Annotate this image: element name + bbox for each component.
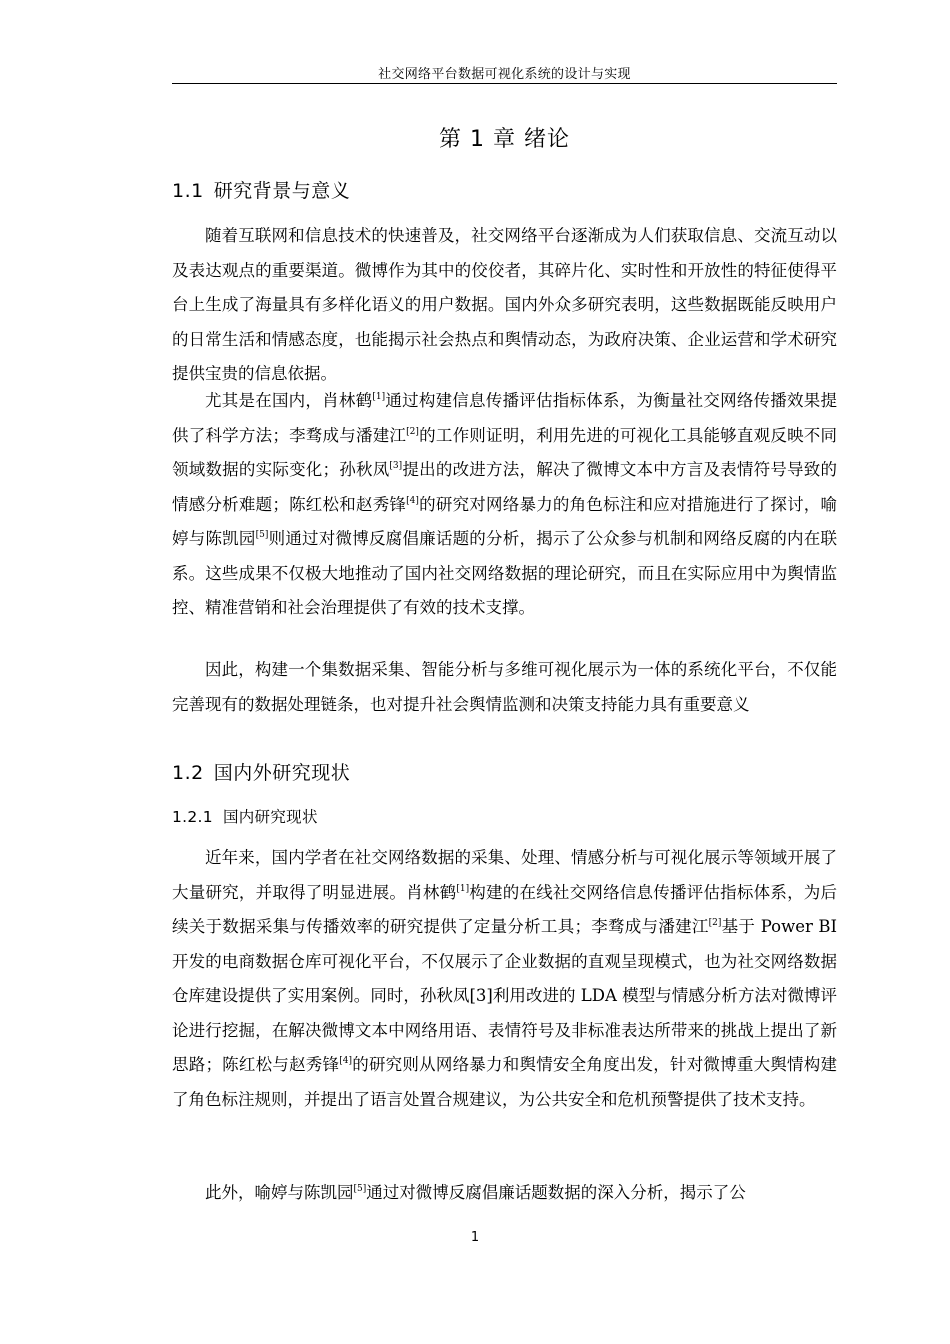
citation-ref: [5] <box>255 530 269 540</box>
text-run: 此外，喻婷与陈凯园 <box>205 1183 354 1202</box>
section-title: 研究背景与意义 <box>213 180 351 202</box>
section-number: 1.2 <box>172 762 204 784</box>
citation-ref: [4] <box>406 495 419 506</box>
text-run: 的研究对网络暴力的角色标注和应对措施进行了探讨，喻婷与陈凯园 <box>172 494 838 548</box>
citation-ref: [2] <box>708 918 722 928</box>
paragraph <box>172 841 837 1117</box>
paragraph <box>172 384 837 626</box>
page-number: 1 <box>470 1230 480 1245</box>
text-run: 基于 Power BI 开发的电商数据仓库可视化平台，不仅展示了企业数据的直观呈现模式，也为社交网络数据仓库建设提供了实用案例。同时，孙秋凤[3]利用改进的 LDA 模型与情感分析方法对微博评论进行挖掘，在解决微博文本中网络用语、表情符号及非标准表达所带来的挑战上提出了新思路；陈红松与赵秀锋 <box>172 917 837 1074</box>
text-run: 则通过对微博反腐倡廉话题的分析，揭示了公众参与机制和网络反腐的内在联系。这些成果不仅极大地推动了国内社交网络数据的理论研究，而且在实际应用中为舆情监控、精准营销和社会治理提供了有效的技术支撑。 <box>172 529 838 617</box>
subsection-heading-1-2-1 <box>172 805 318 827</box>
subsection-title: 国内研究现状 <box>222 808 318 826</box>
text-run: 近年来，国内学者在社交网络数据的采集、处理、情感分析与可视化展示等领域开展了大量研究，并取得了明显进展。肖林鹤 <box>172 848 837 902</box>
text-run: 因此，构建一个集数据采集、智能分析与多维可视化展示为一体的系统化平台，不仅能完善现有的数据处理链条，也对提升社会舆情监测和决策支持能力具有重要意义 <box>172 660 837 714</box>
chapter-title: 第 1 章 绪论 <box>439 127 570 152</box>
citation-ref: [1] <box>456 883 470 894</box>
text-run: 提出的改进方法，解决了微博文本中方言及表情符号导致的情感分析难题；陈红松和赵秀锋 <box>172 460 838 514</box>
section-title: 国内外研究现状 <box>213 762 351 784</box>
citation-ref: [3] <box>389 461 403 471</box>
paragraph <box>172 1176 837 1211</box>
text-run: 随着互联网和信息技术的快速普及，社交网络平台逐渐成为人们获取信息、交流互动以及表达观点的重要渠道。微博作为其中的佼佼者，其碎片化、实时性和开放性的特征使得平台上生成了海量具有多样化语义的用户数据。国内外众多研究表明，这些数据既能反映用户的日常生活和情感态度，也能揭示社会热点和舆情动态，为政府决策、企业运营和学术研究提供宝贵的信息依据。 <box>172 226 837 383</box>
text-run: 的工作则证明，利用先进的可视化工具能够直观反映不同领域数据的实际变化；孙秋凤 <box>172 425 838 479</box>
section-heading-1-2 <box>172 758 350 785</box>
section-heading-1-1 <box>172 176 350 203</box>
running-header: 社交网络平台数据可视化系统的设计与实现 <box>378 67 631 82</box>
text-run: 通过构建信息传播评估指标体系，为衡量社交网络传播效果提供了科学方法；李骛成与潘建江 <box>172 391 838 445</box>
section-number: 1.1 <box>172 180 204 202</box>
text-run: 尤其是在国内，肖林鹤 <box>205 391 373 410</box>
citation-ref: [4] <box>339 1056 352 1066</box>
citation-ref: [1] <box>372 392 386 402</box>
header-rule <box>172 83 837 84</box>
paragraph <box>172 219 837 392</box>
citation-ref: [2] <box>406 426 419 437</box>
paragraph <box>172 653 837 722</box>
citation-ref: [5] <box>353 1184 367 1194</box>
text-run: 通过对微博反腐倡廉话题数据的深入分析，揭示了公 <box>366 1183 746 1202</box>
text-run: 构建的在线社交网络信息传播评估指标体系，为后续关于数据采集与传播效率的研究提供了定量分析工具；李骛成与潘建江 <box>172 882 838 936</box>
text-run: 的研究则从网络暴力和舆情安全角度出发，针对微博重大舆情构建了角色标注规则，并提出了语言处置合规建议，为公共安全和危机预警提供了技术支持。 <box>172 1055 838 1109</box>
subsection-number: 1.2.1 <box>172 808 213 826</box>
